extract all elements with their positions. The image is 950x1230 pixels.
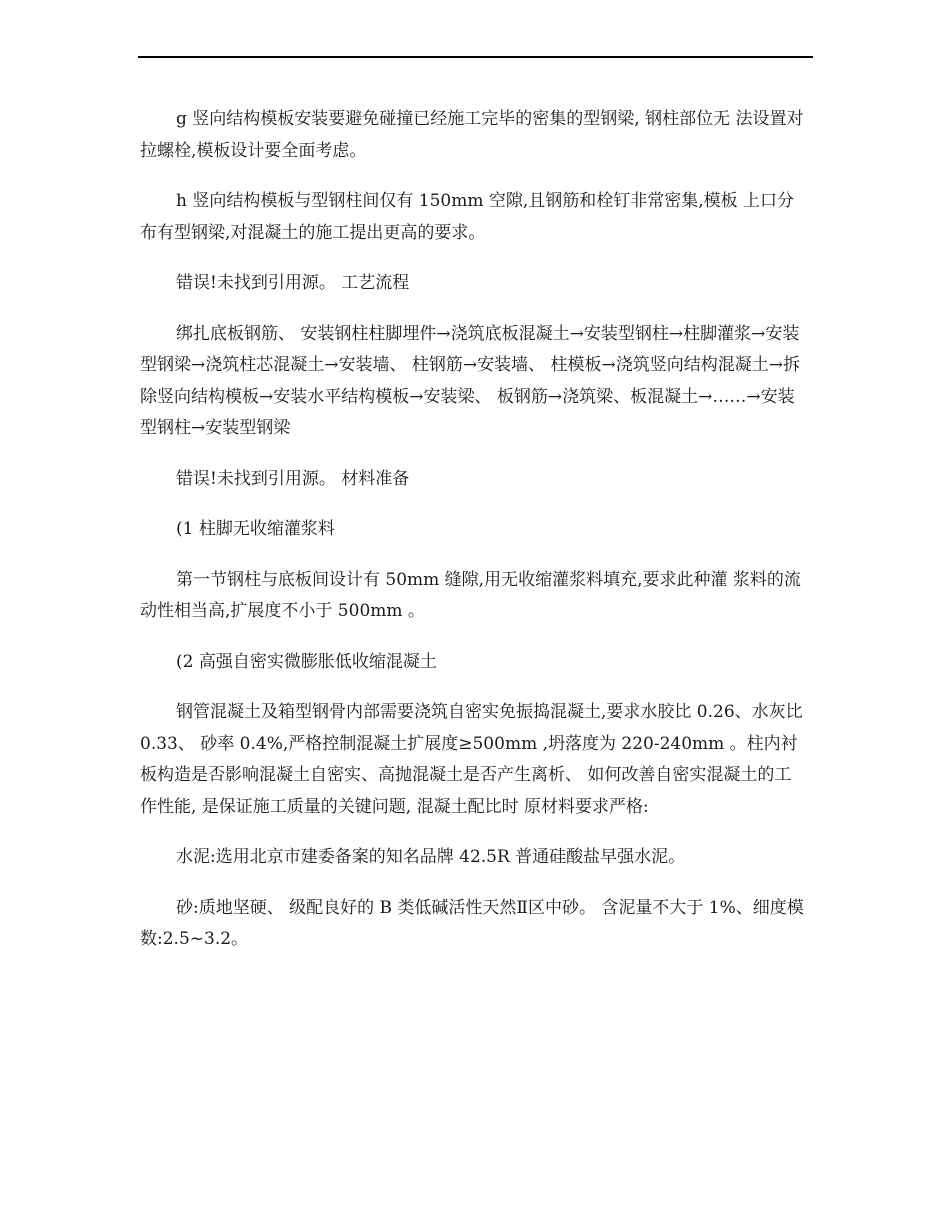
paragraph-process-sequence: 绑扎底板钢筋、 安装钢柱柱脚埋件→浇筑底板混凝土→安装型钢柱→柱脚灌浆→安装型钢梁→浇筑柱芯混凝土→安装墙、 柱钢筋→安装墙、 柱模板→浇筑竖向结构混凝土→拆除竖向结构模板→安装水平结构模板→安装梁、 板钢筋→浇筑梁、板混凝土→……→安装型钢柱→安装型钢梁 (140, 323, 801, 438)
subheading-self-compacting-concrete: (2 高强自密实微膨胀低收缩混凝土 (176, 651, 437, 672)
paragraph-h-formwork-gap: h 竖向结构模板与型钢柱间仅有 150mm 空隙,且钢筋和栓钉非常密集,模板 上口分布有型钢梁,对混凝土的施工提出更高的要求。 (140, 191, 795, 243)
paragraph-cement: 水泥:选用北京市建委备案的知名品牌 42.5R 普通硅酸盐早强水泥。 (176, 847, 686, 867)
subheading-grout-material: (1 柱脚无收缩灌浆料 (176, 519, 335, 539)
section-heading-material-preparation: 错误!未找到引用源。 材料准备 (176, 468, 410, 489)
header-rule (138, 56, 813, 58)
paragraph-g-formwork-collision: g 竖向结构模板安装要避免碰撞已经施工完毕的密集的型钢梁, 钢柱部位无 法设置对拉螺栓,模板设计要全面考虑。 (140, 109, 804, 161)
section-heading-process-flow: 错误!未找到引用源。 工艺流程 (176, 273, 410, 293)
paragraph-grout-requirements: 第一节钢柱与底板间设计有 50mm 缝隙,用无收缩灌浆料填充,要求此种灌 浆料的流动性相当高,扩展度不小于 500mm 。 (140, 569, 801, 621)
paragraph-concrete-requirements: 钢管混凝土及箱型钢骨内部需要浇筑自密实免振捣混凝土,要求水胶比 0.26、水灰比 0.33、 砂率 0.4%,严格控制混凝土扩展度≥500mm ,坍落度为 220-240mm 。柱内衬板构造是否影响混凝土自密实、高抛混凝土是否产生离析、 如何改善自密实混凝土的工作性能, 是保证施工质量的关键问题, 混凝土配比时 原材料要求严格: (140, 702, 803, 817)
paragraph-sand: 砂:质地坚硬、 级配良好的 B 类低碱活性天然Ⅱ区中砂。 含泥量不大于 1%、细度模数:2.5~3.2。 (140, 897, 804, 949)
document-body (140, 104, 806, 975)
